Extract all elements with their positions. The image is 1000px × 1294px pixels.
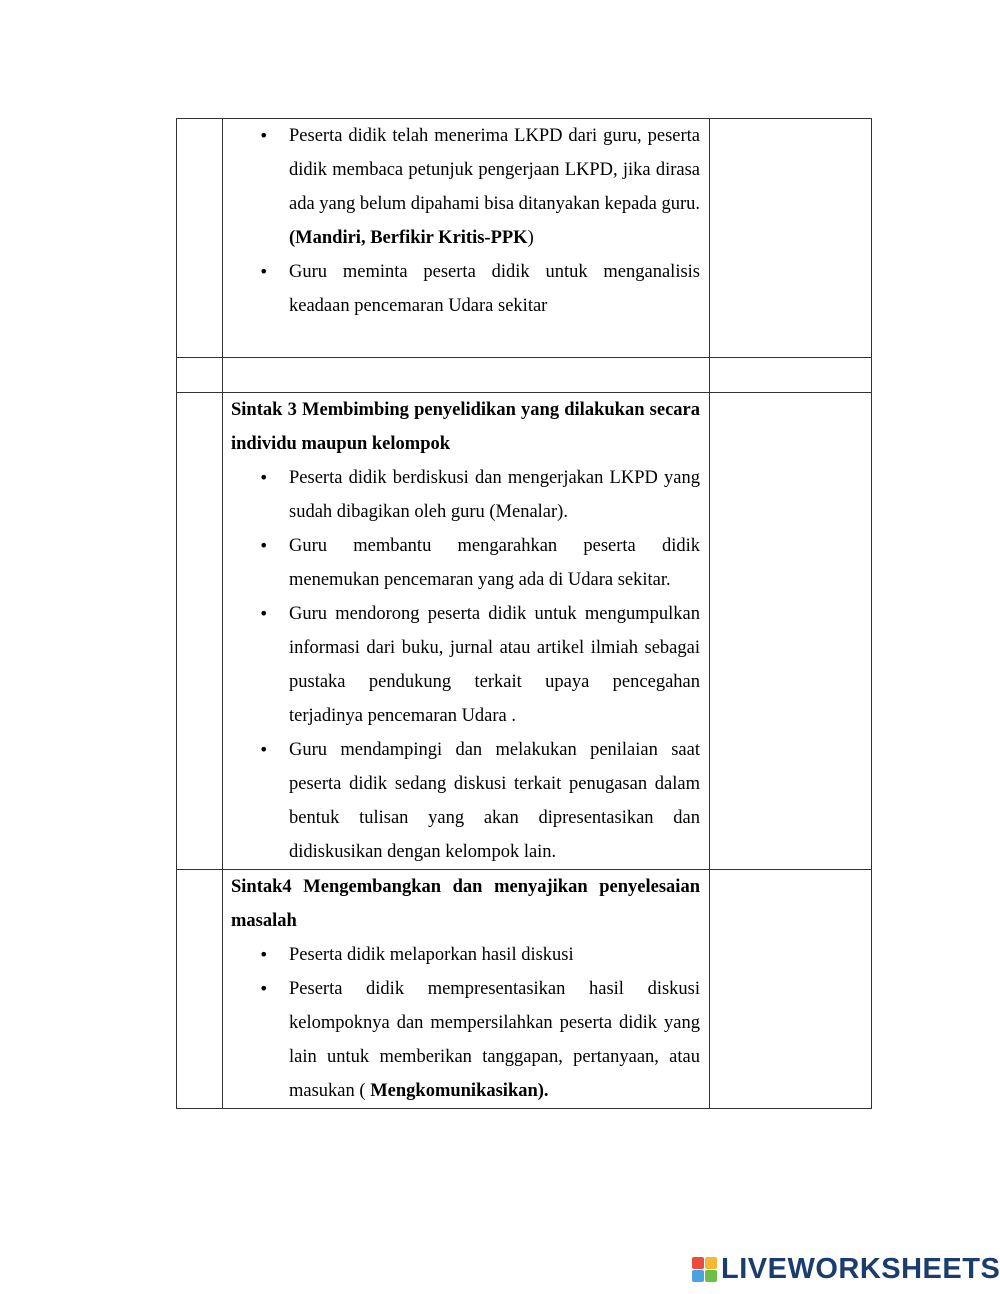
logo-square <box>705 1270 717 1282</box>
list-item: • Peserta didik mempresentasikan hasil diskusi kelompoknya dan mempersilahkan peserta didik yang lain untuk memberikan tanggapan, pertanyaan, atau masukan ( Mengkomunikasikan). <box>231 972 700 1108</box>
time-cell <box>710 870 872 1109</box>
logo-square <box>705 1257 717 1269</box>
logo-square <box>692 1270 704 1282</box>
logo-square <box>692 1257 704 1269</box>
activity-cell <box>223 393 710 870</box>
bullet-icon: • <box>259 262 269 281</box>
list-item: • Peserta didik melaporkan hasil diskusi <box>231 938 700 972</box>
table-row-empty <box>177 358 872 393</box>
list-item: • Guru mendampingi dan melakukan penilaian saat peserta didik sedang diskusi terkait penugasan dalam bentuk tulisan yang akan dipresentasikan dan didiskusikan dengan kelompok lain. <box>231 733 700 869</box>
list-item: • Guru meminta peserta didik untuk menganalisis keadaan pencemaran Udara sekitar <box>231 255 700 323</box>
liveworksheets-logo <box>692 1252 1000 1286</box>
number-cell <box>177 393 223 870</box>
bullet-icon: • <box>259 740 269 759</box>
list-item: • Guru membantu mengarahkan peserta didik menemukan pencemaran yang ada di Udara sekitar. <box>231 529 700 597</box>
table-row <box>177 119 872 358</box>
table-row <box>177 393 872 870</box>
list-item: • Peserta didik telah menerima LKPD dari guru, peserta didik membaca petunjuk pengerjaan LKPD, jika dirasa ada yang belum dipahami bisa ditanyakan kepada guru. (Mandiri, Berfikir Kritis-PPK) <box>231 119 700 255</box>
step-heading: Sintak 3 Membimbing penyelidikan yang dilakukan secara individu maupun kelompok <box>231 400 700 454</box>
time-cell <box>710 393 872 870</box>
logo-text: LIVEWORKSHEETS <box>721 1252 1000 1285</box>
step-heading: Sintak4 Mengembangkan dan menyajikan penyelesaian masalah <box>231 877 700 931</box>
list-item: • Peserta didik berdiskusi dan mengerjakan LKPD yang sudah dibagikan oleh guru (Menalar). <box>231 461 700 529</box>
bullet-icon: • <box>259 468 269 487</box>
bullet-icon: • <box>259 126 269 145</box>
activity-cell <box>223 870 710 1109</box>
number-cell <box>177 119 223 358</box>
table-row <box>177 870 872 1109</box>
time-cell <box>710 119 872 358</box>
logo-mark-icon <box>692 1257 717 1282</box>
list-item: • Guru mendorong peserta didik untuk mengumpulkan informasi dari buku, jurnal atau artikel ilmiah sebagai pustaka pendukung terkait upaya pencegahan terjadinya pencemaran Udara . <box>231 597 700 733</box>
activity-cell <box>223 119 710 358</box>
lesson-steps-table <box>176 118 872 1109</box>
bullet-icon: • <box>259 604 269 623</box>
bullet-icon: • <box>259 979 269 998</box>
number-cell <box>177 870 223 1109</box>
bullet-icon: • <box>259 536 269 555</box>
bullet-icon: • <box>259 945 269 964</box>
